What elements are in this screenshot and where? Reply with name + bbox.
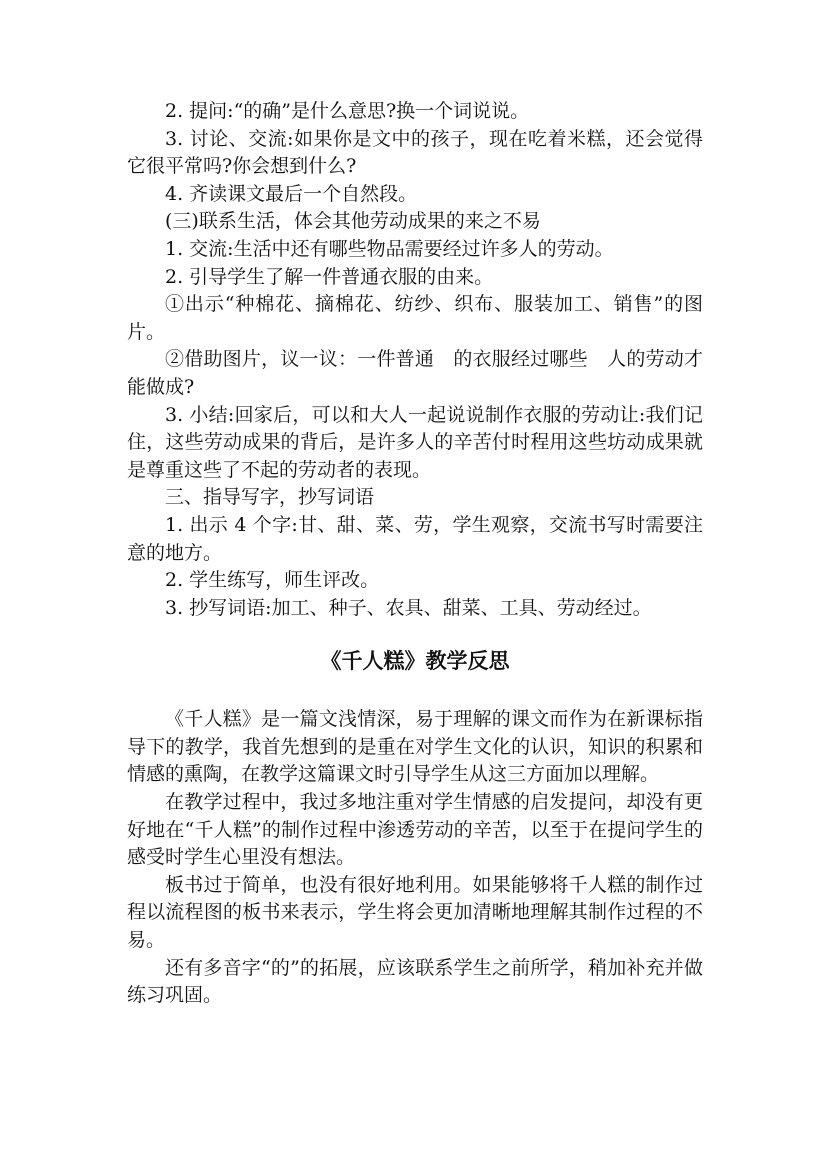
reflection-title: 《千人糕》教学反思 [320,649,510,674]
paragraph: 还有多音字“的”的拓展，应该联系学生之前所学，稍加补充并做练习巩固。 [127,956,703,1007]
reflection-section [127,706,703,1010]
section-heading: (三)联系生活，体会其他劳动成果的来之不易 [165,210,541,233]
paragraph: 3. 抄写词语:加工、种子、农具、甜菜、工具、劳动经过。 [165,596,652,619]
paragraph: 1. 交流:生活中还有哪些物品需要经过许多人的劳动。 [165,237,614,260]
paragraph: 在教学过程中，我过多地注重对学生情感的启发提问，却没有更好地在“千人糕”的制作过程中渗透劳动的辛苦，以至于在提问学生的感受时学生心里没有想法。 [127,791,703,869]
paragraph: 2. 引导学生了解一件普通衣服的由来。 [165,265,494,288]
paragraph: 3. 小结:回家后，可以和大人一起说说制作衣服的劳动让:我们记住，这些劳动成果的背后，是许多人的辛苦付时程用这些坊动成果就是尊重这些了不起的劳动者的表现。 [127,403,703,481]
paragraph: 2. 学生练写，师生评改。 [165,569,380,592]
section-heading: 三、指导写字，抄写词语 [165,486,375,509]
lesson-plan-section [127,98,703,622]
paragraph: 2. 提问:“的确”是什么意思?换一个词说说。 [165,100,530,122]
paragraph: 板书过于简单，也没有很好地利用。如果能够将千人糕的制作过程以流程图的板书来表示，学生将会更加清晰地理解其制作过程的不易。 [127,873,703,952]
document-page [127,98,703,1010]
paragraph: 3. 讨论、交流:如果你是文中的孩子，现在吃着米糕，还会觉得它很平常吗?你会想到什么? [127,127,703,178]
paragraph: 《千人糕》是一篇文浅情深，易于理解的课文而作为在新课标指导下的教学，我首先想到的是重在对学生文化的认识，知识的积累和情感的熏陶，在教学这篇课文时引导学生从这三方面加以理解。 [127,708,703,786]
paragraph: 1. 出示 4 个字:甘、甜、菜、劳，学生观察，交流书写时需要注意的地方。 [127,513,703,564]
paragraph: ①出示“种棉花、摘棉花、纺纱、织布、服装加工、销售”的图片。 [127,293,703,343]
paragraph: 4. 齐读课文最后一个自然段。 [165,182,418,205]
paragraph: ②借助图片，议一议：一件普通 的衣服经过哪些 人的劳动才能做成? [127,348,703,398]
